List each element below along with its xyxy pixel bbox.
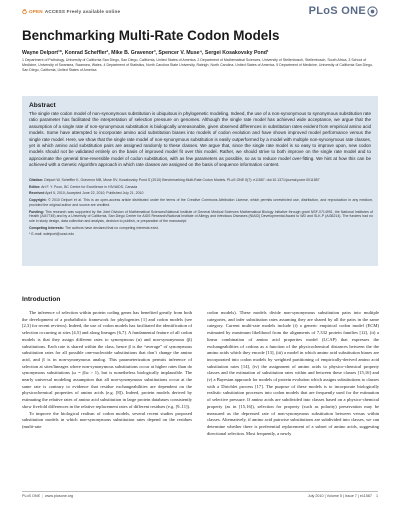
page-header: [0, 0, 400, 24]
editor: [29, 185, 373, 190]
abstract-heading: Abstract: [29, 102, 56, 109]
article-metadata: [29, 178, 373, 239]
intro-paragraph: To improve the biological realism of codon models, several recent studies proposed substitution models in which non-synonymous substitution rates depend on the residues (multi-rate: [22, 410, 192, 429]
footer-left: PLoS ONE | www.plosone.org: [22, 494, 74, 498]
badge-rest-text: ACCESS Freely available online: [44, 9, 121, 14]
copyright: [29, 198, 373, 207]
article-title: Benchmarking Multi-Rate Codon Models: [22, 28, 280, 43]
citation-label: Citation:: [29, 178, 44, 182]
page-footer: [22, 491, 378, 501]
body-column-right: [207, 310, 379, 437]
page-number: 1: [375, 494, 378, 498]
abstract-text: The single rate codon model of non-synonymous substitution is ubiquitous in phylogenetic modeling. Indeed, the use of a non-synonymous to synonymous substitution rate ratio parameter has facilitated the interpretation of selection pressure on genomes. Although the single rate model has achieved wide acceptance, we argue that the assumption of a single rate of non-synonymous substitution is biologically unreasonable, given observed differences in substitution rates evident from empirical amino acid models. Some have attempted to incorporate amino acid substitution biases into models of codon evolution and have shown improved model performance versus the single rate model. Here, we show that the single rate model of non-synonymous substitution is easily outperformed by a model with multiple non-synonymous rate classes, yet in which amino acid substitution pairs are assigned randomly to these classes. We argue that, since the single rate model is so easy to improve upon, new codon models should not be validated entirely on the basis of improved model fit over this model. Rather, we should strive to both improve on the single rate model and to approximate the general time-reversible model of codon substitution, with as few parameters as possible, so as to reduce model over-fitting. We hint at how this can be achieved with a Genetic Algorithm approach in which rate classes are assigned on the basis of sequence information content.: [29, 111, 371, 168]
open-lock-icon: [22, 9, 27, 14]
copyright-label: Copyright:: [29, 198, 47, 203]
footer-issue-info: July 2010 | Volume 5 | Issue 7 | e11587: [307, 494, 372, 498]
funding: [29, 210, 373, 224]
affiliations: 1 Department of Pathology, University of California San Diego, San Diego, California, United States of America, 2 Department of Mathematical Sciences, University of Stellenbosch, Stellenbosch, South Africa, 3 School of Medicine, University of Swansea, Swansea, Wales, 4 Department of Statistics, North Carolina State University, Raleigh, North Carolina, United States of America, 5 Department of Medicine, University of California San Diego, San Diego, California, United States of America: [22, 58, 373, 72]
dates-label: Received: [29, 191, 45, 196]
editor-text: Art F. Y. Poon, BC Centre for Excellence in HIV/AIDS, Canada: [41, 184, 138, 189]
funding-text: This research was supported by the Joint Division of Mathematical Sciences/National Institute of General Medical Sciences Mathematical Biology Initiative through grant NSF-0714991, the National Institutes of Health (AI47745) and by a University of California, San Diego Center for AIDS Research/National Institute of Allergy and Infectious Diseases (NIAID) Developmental Award to WD and SLK-P (AI36214). The funders had no role in study design, data collection and analysis, decision to publish, or preparation of the manuscript.: [29, 209, 373, 223]
copyright-text: © 2010 Delport et al. This is an open-access article distributed under the terms of the Creative Commons Attribution License, which permits unrestricted use, distribution, and reproduction in any medium, provided the original author and source are credited.: [29, 198, 373, 207]
journal-logo: [309, 5, 378, 17]
author-list: Wayne Delport¹*, Konrad Scheffler², Mike B. Gravenor³, Spencer V. Muse⁴, Sergei Kosakovsky Pond¹: [22, 50, 269, 56]
competing-label: Competing Interests:: [29, 225, 65, 230]
footer-url[interactable]: www.plosone.org: [45, 494, 74, 498]
journal-name: PLoS ONE: [308, 5, 366, 17]
email-link[interactable]: * E-mail: wdelport@ucsd.edu: [29, 232, 75, 237]
editor-label: Editor:: [29, 184, 41, 189]
open-access-badge: [22, 9, 120, 14]
citation-text: Delport W, Scheffler K, Gravenor MB, Muse SV, Kosakovsky Pond S (2010) Benchmarking Multi-Rate Codon Models. PLoS ONE 5(7): e11587. doi:10.1371/journal.pone.0011587: [44, 178, 320, 182]
footer-right: [308, 494, 378, 501]
competing-interests: [29, 226, 373, 231]
plos-logo-icon: [367, 6, 378, 17]
body-column-left: [22, 310, 192, 431]
intro-paragraph: codon models). These models divide non-synonymous substitution pairs into multiple categories, and infer substitution rates assuming they are shared by all the pairs in the same category. Current multi-rate models include (i) a generic empirical codon model (ECM) estimated by maximum likelihood from the alignments of 7,332 protein families [12], (ii) a linear combination of amino acid properties model (LCAP) that expresses the exchangeabilities of codons as a function of the physicochemical distances between the the amino acids which they encode [13], (iii) a model in which amino acid substitution biases are incorporated into codon models by weighted partitioning of empirically-derived amino acid substitution rates [14], (iv) the assignment of amino acids to physico-chemical property classes and the estimation of substitution rates within and between these classes [15,16] and (v) a Bayesian approach for models of protein evolution which assigns substitutions to classes with a Dirichlet process [17]. The purpose of these models is to incorporate biologically realistic substitution processes into codon models that are frequently used for the estimation of selective pressure. If amino acids are subdivided into classes based on a physico-chemical property (as in [15,16]), selection for property (such as polarity) preservation may be measured as the depressed rate of non-synonymous substitution between versus within classes. Alternatively, if amino acid pairwise substitutions are subdivided into classes, we can determine whether there is preferential replacement of a subset of amino acids, suggesting directional selection. Most frequently, a newly: [207, 310, 379, 436]
footer-journal: PLoS ONE: [22, 494, 41, 498]
competing-text: The authors have declared that no competing interests exist.: [64, 225, 159, 230]
intro-paragraph: The inference of selection within protein coding genes has benefited greatly from both the development of a probabilistic framework for phylogenies [1] and codon models (see [2,3] for recent reviews). Indeed, the use of codon models has facilitated the identification of selection occurring at sites [4,5] and along lineages [6,7]. A fundamental feature of all codon models is that they assign different rates to synonymous (α) and non-synonymous (β) substitutions. Each rate is shared within the class, hence β is the “average” of synonymous substitution rates for all possible one-nucleotide substitutions that don’t change the amino acid, and β is in non-synonymous analog. This parameterization permits inference of selection at sites/lineages where non-synonymous substitutions occur at higher rates than do synonymous substitutions (ω = β/α > 1), but is nonetheless biologically implausible. The nearly universal modeling assumption that all non-synonymous substitutions occur at the same rate is contrary to evidence that residue exchangeabilities are dependent on the physicochemical properties of amino acids (e.g. [8]). Indeed, protein models derived by estimating the relative rates of amino acid substitution in large protein databases consistently show fivefold differences in the relative replacement rates of different residues (e.g. [9–11]).: [22, 310, 192, 409]
dates-text: April 5, 2010; Accepted June 22, 2010; Published July 21, 2010: [45, 191, 144, 196]
badge-open-text: OPEN: [29, 9, 43, 14]
funding-label: Funding:: [29, 209, 44, 214]
dates: [29, 191, 373, 196]
introduction-heading: Introduction: [22, 296, 61, 303]
citation: [29, 178, 373, 183]
